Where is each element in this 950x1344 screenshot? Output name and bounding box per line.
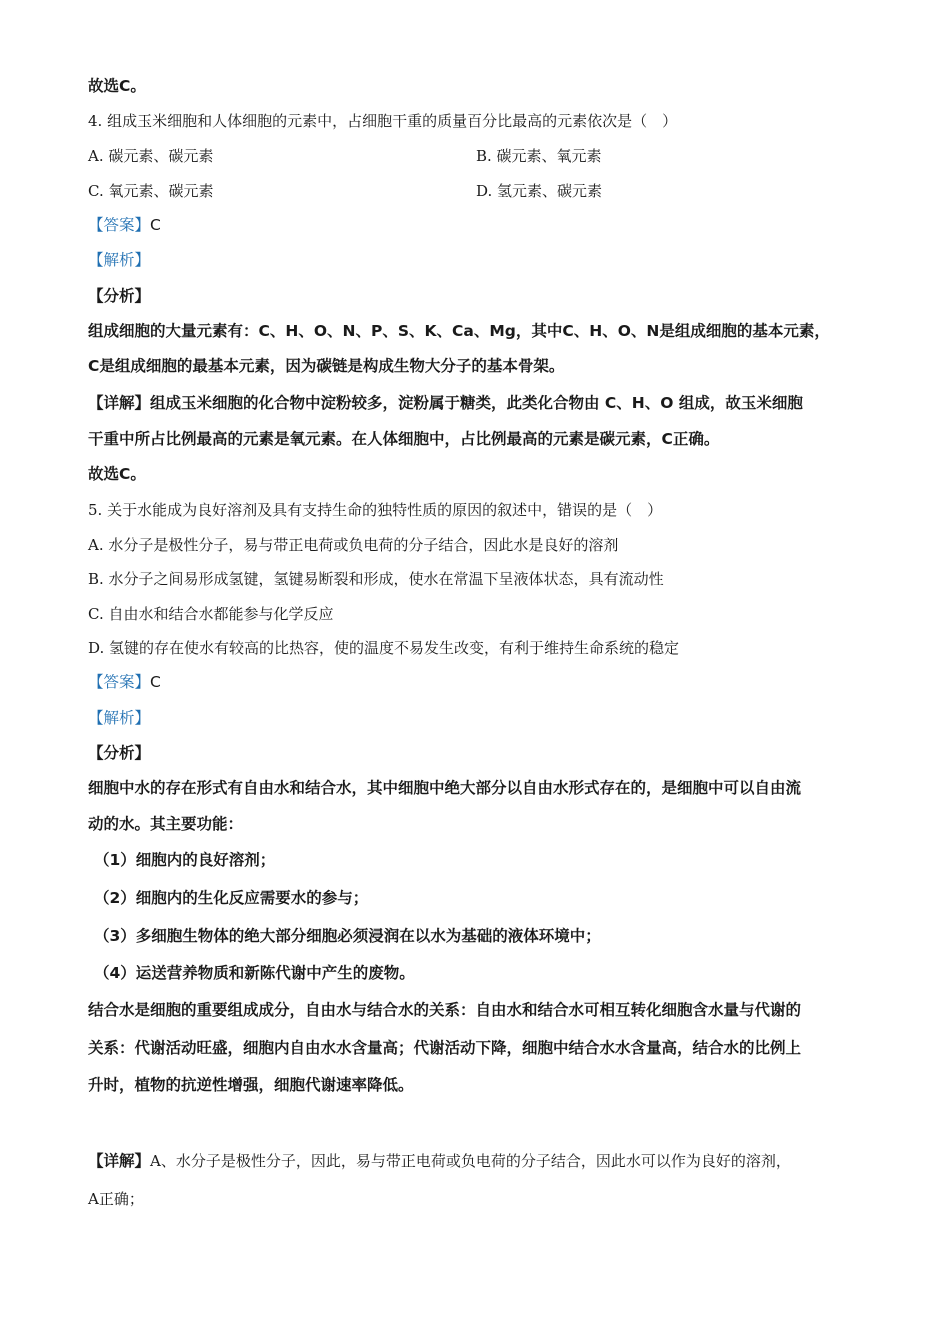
q4-analysis-line-2: C是组成细胞的最基本元素，因为碳链是构成生物大分子的基本骨架。 — [88, 357, 565, 375]
q5-analysis-line-5: 升时，植物的抗逆性增强，细胞代谢速率降低。 — [88, 1076, 414, 1094]
q5-option-c: C. 自由水和结合水都能参与化学反应 — [88, 605, 334, 623]
q5-function-1: （1）细胞内的良好溶剂； — [94, 851, 276, 869]
q5-answer — [88, 671, 161, 693]
previous-conclusion: 故选C。 — [88, 77, 146, 95]
q4-conclusion: 故选C。 — [88, 465, 146, 483]
q4-stem: 4. 组成玉米细胞和人体细胞的元素中，占细胞干重的质量百分比最高的元素依次是（ ） — [88, 112, 678, 130]
q4-option-a: A. 碳元素、碳元素 — [88, 147, 214, 165]
q5-fenxi-label: 【分析】 — [88, 744, 151, 762]
q4-option-d: D. 氢元素、碳元素 — [476, 182, 603, 200]
q4-detail-text-1: 组成玉米细胞的化合物中淀粉较多，淀粉属于糖类，此类化合物由 C、H、O 组成，故玉米细胞 — [150, 394, 803, 412]
q5-function-3: （3）多细胞生物体的绝大部分细胞必须浸润在以水为基础的液体环境中； — [94, 927, 601, 945]
q4-option-b: B. 碳元素、氧元素 — [476, 147, 602, 165]
q5-analysis-line-2: 动的水。其主要功能： — [88, 815, 244, 833]
q4-jiexi-label: 【解析】 — [88, 251, 151, 269]
q5-analysis-line-1: 细胞中水的存在形式有自由水和结合水，其中细胞中绝大部分以自由水形式存在的，是细胞中可以自由流 — [88, 779, 802, 797]
q4-answer-value: C — [150, 216, 161, 234]
q4-detail-label: 【详解】 — [88, 394, 151, 412]
q5-option-d: D. 氢键的存在使水有较高的比热容，使的温度不易发生改变，有利于维持生命系统的稳定 — [88, 639, 680, 657]
q4-detail-line-2: 干重中所占比例最高的元素是氧元素。在人体细胞中，占比例最高的元素是碳元素，C正确。 — [88, 430, 720, 448]
q5-detail-line-2: A正确； — [88, 1190, 144, 1208]
q5-jiexi-label: 【解析】 — [88, 709, 151, 727]
q5-analysis-line-3: 结合水是细胞的重要组成成分，自由水与结合水的关系：自由水和结合水可相互转化细胞含水量与代谢的 — [88, 1001, 802, 1019]
q5-option-a: A. 水分子是极性分子，易与带正电荷或负电荷的分子结合，因此水是良好的溶剂 — [88, 536, 619, 554]
q4-option-c: C. 氧元素、碳元素 — [88, 182, 214, 200]
q5-answer-value: C — [150, 673, 161, 691]
q4-detail-line-1 — [88, 392, 803, 414]
q5-analysis-line-4: 关系：代谢活动旺盛，细胞内自由水水含量高；代谢活动下降，细胞中结合水水含量高，结合水的比例上 — [88, 1039, 802, 1057]
q4-answer-label: 【答案】 — [88, 216, 151, 234]
q4-fenxi-label: 【分析】 — [88, 287, 151, 305]
q5-answer-label: 【答案】 — [88, 673, 151, 691]
q5-stem: 5. 关于水能成为良好溶剂及具有支持生命的独特性质的原因的叙述中，错误的是（ ） — [88, 501, 663, 519]
q5-detail-text-1: A、水分子是极性分子，因此，易与带正电荷或负电荷的分子结合，因此水可以作为良好的溶剂， — [150, 1152, 791, 1170]
q5-function-4: （4）运送营养物质和新陈代谢中产生的废物。 — [94, 964, 415, 982]
q5-function-2: （2）细胞内的生化反应需要水的参与； — [94, 889, 369, 907]
q5-detail-line-1 — [88, 1150, 791, 1172]
q4-analysis-line-1: 组成细胞的大量元素有：C、H、O、N、P、S、K、Ca、Mg，其中C、H、O、N是组成细胞的基本元素， — [88, 322, 830, 340]
q5-option-b: B. 水分子之间易形成氢键，氢键易断裂和形成，使水在常温下呈液体状态，具有流动性 — [88, 570, 664, 588]
q5-detail-label: 【详解】 — [88, 1152, 151, 1170]
q4-answer — [88, 214, 161, 236]
